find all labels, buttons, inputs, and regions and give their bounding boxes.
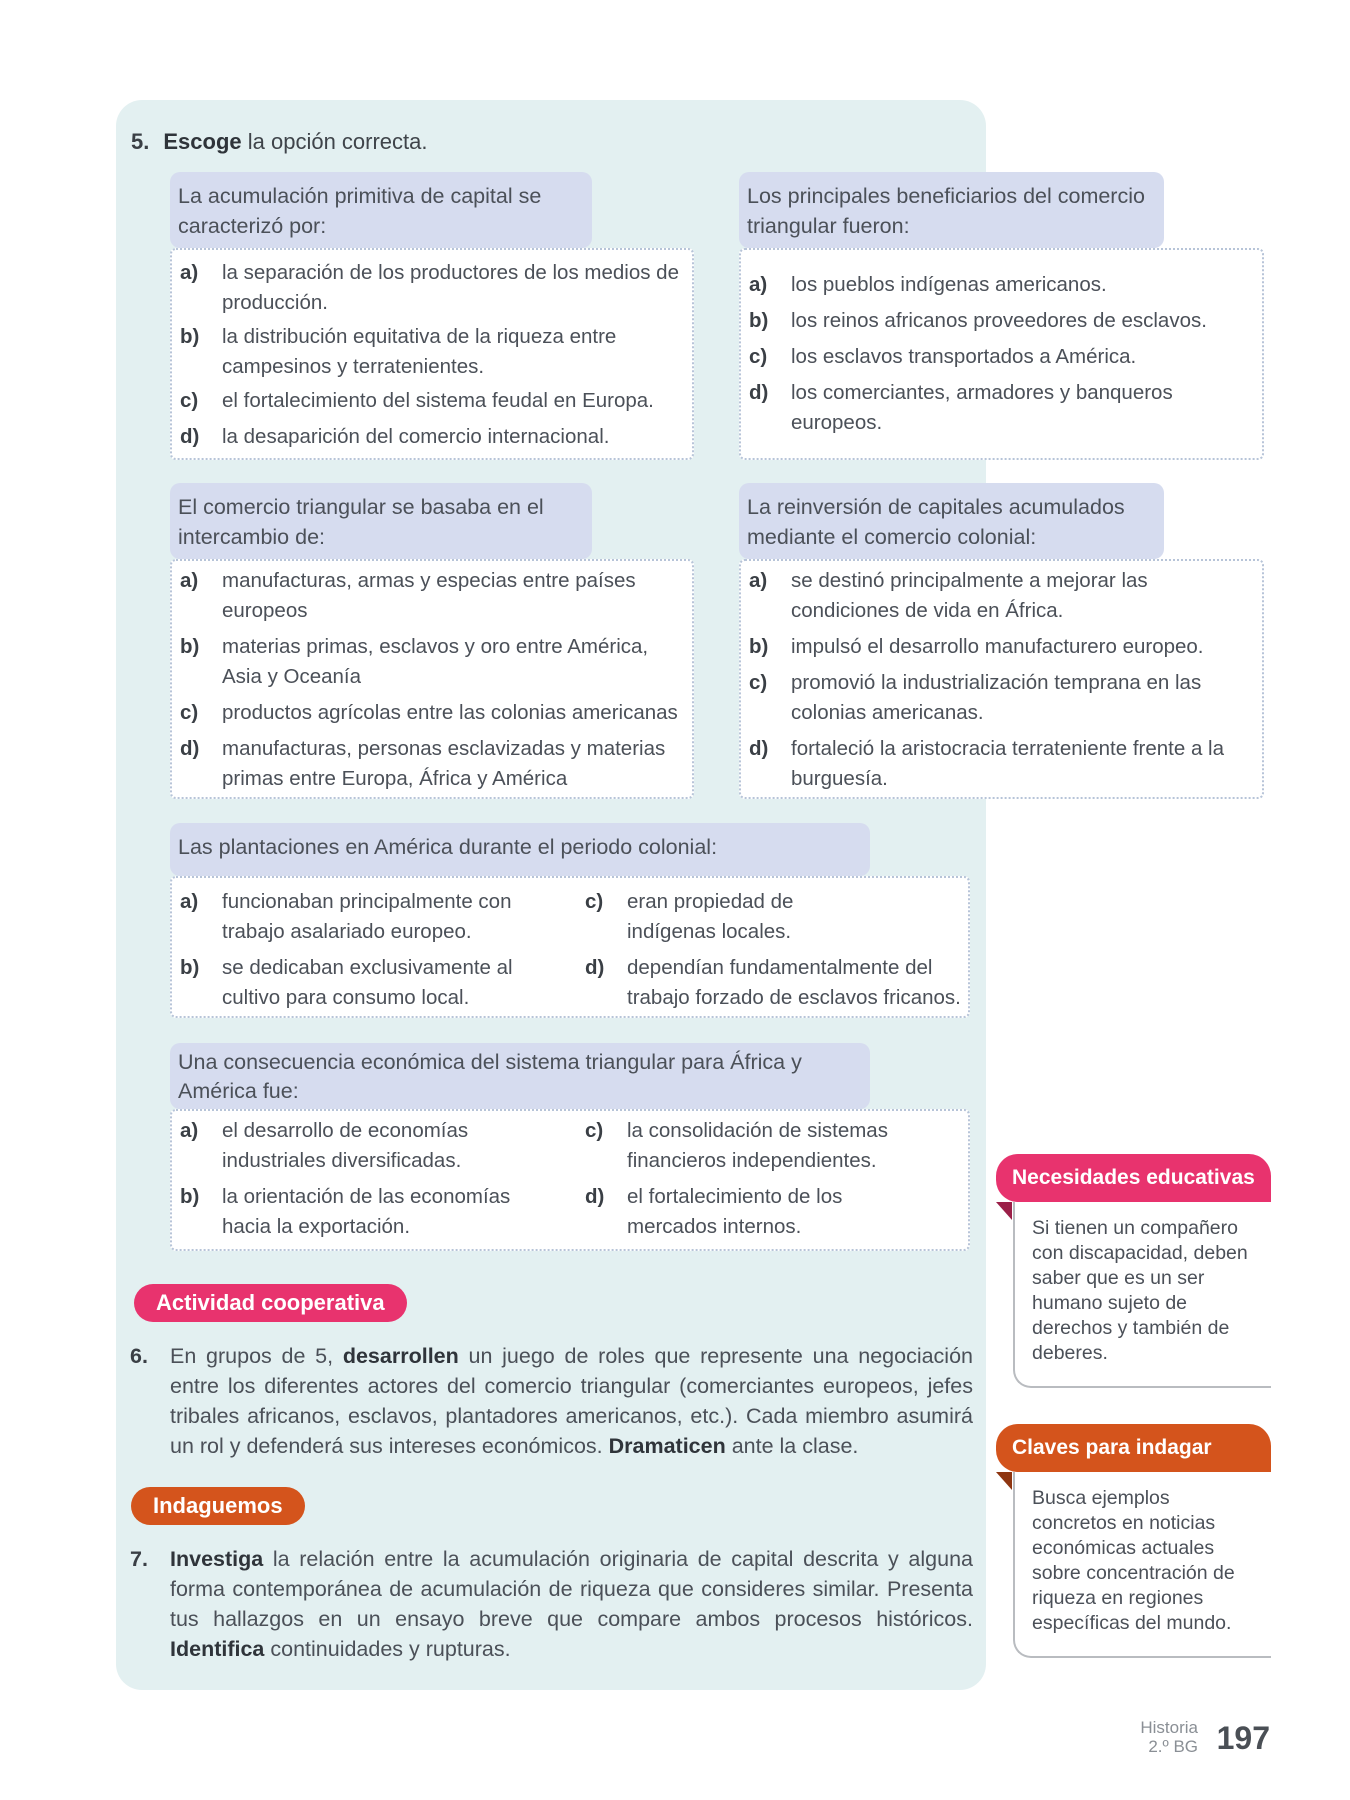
option-letter: d) xyxy=(180,425,200,448)
options-box xyxy=(739,559,1264,799)
question-stem: Las plantaciones en América durante el periodo colonial: xyxy=(170,823,870,876)
option-a[interactable] xyxy=(180,258,680,318)
option-b[interactable] xyxy=(180,322,680,382)
option-letter: a) xyxy=(180,261,199,284)
option-text: la consolidación de sistemas financieros independientes. xyxy=(627,1119,888,1172)
option-letter: d) xyxy=(585,956,605,979)
options-box xyxy=(170,876,970,1018)
option-b[interactable] xyxy=(180,1182,540,1242)
option-text: el fortalecimiento del sistema feudal en Europa. xyxy=(222,389,654,412)
option-text: se dedicaban exclusivamente al cultivo para consumo local. xyxy=(222,956,513,1009)
option-text: los esclavos transportados a América. xyxy=(791,345,1137,368)
question-stem: La reinversión de capitales acumulados mediante el comercio colonial: xyxy=(739,483,1164,559)
question-6 xyxy=(130,1341,973,1461)
option-c[interactable] xyxy=(749,668,1249,728)
option-text: fortaleció la aristocracia terrateniente frente a la burguesía. xyxy=(791,737,1225,790)
option-text: productos agrícolas entre las colonias americanas xyxy=(222,701,678,724)
question-verb: desarrollen xyxy=(342,1344,459,1368)
option-letter: c) xyxy=(180,389,199,412)
option-letter: d) xyxy=(180,737,200,760)
option-a[interactable] xyxy=(749,270,1249,300)
cooperative-activity-tag: Actividad cooperativa xyxy=(134,1284,407,1322)
option-text: impulsó el desarrollo manufacturero europeo. xyxy=(791,635,1204,658)
option-text: el fortalecimiento de los mercados internos. xyxy=(627,1185,843,1238)
options-box xyxy=(739,248,1264,460)
option-d[interactable] xyxy=(180,734,680,794)
option-letter: d) xyxy=(749,737,769,760)
option-text: la orientación de las economías hacia la exportación. xyxy=(222,1185,511,1238)
option-c[interactable] xyxy=(585,887,885,947)
option-letter: a) xyxy=(180,1119,199,1142)
option-text: se destinó principalmente a mejorar las condiciones de vida en África. xyxy=(791,569,1148,622)
option-b[interactable] xyxy=(749,306,1249,336)
option-letter: c) xyxy=(585,890,604,913)
page-footer xyxy=(1110,1718,1270,1768)
option-letter: b) xyxy=(180,635,200,658)
option-b[interactable] xyxy=(180,953,550,1013)
option-text: el desarrollo de economías industriales diversificadas. xyxy=(222,1119,469,1172)
option-text: dependían fundamentalmente del trabajo forzado de esclavos fricanos. xyxy=(627,956,961,1009)
option-letter: b) xyxy=(749,635,769,658)
research-keys-title: Claves para indagar xyxy=(996,1424,1271,1472)
option-b[interactable] xyxy=(180,632,690,692)
option-text: la separación de los productores de los medios de producción. xyxy=(222,261,679,314)
question-verb: Dramaticen xyxy=(608,1434,726,1458)
subject-label: Historia xyxy=(1140,1718,1198,1737)
option-letter: b) xyxy=(180,325,200,348)
option-letter: a) xyxy=(749,273,768,296)
option-letter: a) xyxy=(180,890,199,913)
question-number: 7. xyxy=(130,1547,148,1571)
callout-notch xyxy=(996,1202,1012,1220)
callout-notch xyxy=(996,1472,1012,1490)
educational-needs-body: Si tienen un compañero con discapacidad, deben saber que es un ser humano sujeto de derechos y también de deberes. xyxy=(1013,1202,1271,1388)
option-text: los reinos africanos proveedores de esclavos. xyxy=(791,309,1207,332)
question-text: En grupos de 5, xyxy=(170,1344,343,1368)
option-text: manufacturas, armas y especias entre países europeos xyxy=(222,569,636,622)
question-text: continuidades y rupturas. xyxy=(264,1637,511,1661)
option-letter: c) xyxy=(180,701,199,724)
option-c[interactable] xyxy=(749,342,1249,372)
question-stem: La acumulación primitiva de capital se caracterizó por: xyxy=(170,172,592,248)
question-7 xyxy=(130,1544,973,1664)
options-box xyxy=(170,559,694,799)
option-letter: c) xyxy=(585,1119,604,1142)
option-text: los pueblos indígenas americanos. xyxy=(791,273,1107,296)
question-number: 5. xyxy=(131,129,150,154)
option-text: promovió la industrialización temprana en las colonias americanas. xyxy=(791,671,1202,724)
question-verb: Investiga xyxy=(170,1547,264,1571)
question-verb: Identifica xyxy=(170,1637,265,1661)
option-d[interactable] xyxy=(585,1182,930,1242)
option-text: materias primas, esclavos y oro entre América, Asia y Oceanía xyxy=(222,635,649,688)
question-number: 6. xyxy=(130,1344,148,1368)
option-a[interactable] xyxy=(180,887,550,947)
option-c[interactable] xyxy=(180,386,680,416)
option-letter: c) xyxy=(749,345,768,368)
question-instruction: la opción correcta. xyxy=(241,129,428,154)
educational-needs-title: Necesidades educativas xyxy=(996,1154,1271,1202)
question-5-heading xyxy=(131,129,428,155)
question-stem: Los principales beneficiarios del comercio triangular fueron: xyxy=(739,172,1164,248)
option-text: funcionaban principalmente con trabajo asalariado europeo. xyxy=(222,890,512,943)
option-text: la desaparición del comercio internacional. xyxy=(222,425,610,448)
option-text: la distribución equitativa de la riqueza entre campesinos y terratenientes. xyxy=(222,325,617,378)
option-letter: b) xyxy=(180,1185,200,1208)
option-a[interactable] xyxy=(749,566,1199,626)
option-text: eran propiedad de indígenas locales. xyxy=(627,890,794,943)
question-stem: Una consecuencia económica del sistema triangular para África y América fue: xyxy=(170,1043,870,1109)
option-c[interactable] xyxy=(585,1116,895,1176)
question-stem: El comercio triangular se basaba en el intercambio de: xyxy=(170,483,592,559)
options-box xyxy=(170,1109,970,1251)
page-number: 197 xyxy=(1216,1720,1270,1756)
option-a[interactable] xyxy=(180,1116,540,1176)
option-d[interactable] xyxy=(180,422,680,452)
option-letter: d) xyxy=(585,1185,605,1208)
research-keys-body: Busca ejemplos concretos en noticias económicas actuales sobre concentración de riqueza en regiones específicas del mundo. xyxy=(1013,1472,1271,1658)
option-letter: a) xyxy=(749,569,768,592)
option-d[interactable] xyxy=(585,953,970,1013)
option-text: manufacturas, personas esclavizadas y materias primas entre Europa, África y América xyxy=(222,737,666,790)
options-box xyxy=(170,248,694,460)
option-letter: c) xyxy=(749,671,768,694)
option-letter: b) xyxy=(180,956,200,979)
question-text: la relación entre la acumulación originaria de capital descrita y alguna forma contemporánea de acumulación de riqueza que consideres similar. Presenta tus hallazgos en un ensayo breve que compare ambos procesos históricos. xyxy=(170,1547,973,1631)
option-letter: b) xyxy=(749,309,769,332)
question-text: un juego de roles que represente una negociación entre los diferentes actores del comercio triangular (comerciantes europeos, jefes tribales africanos, esclavos, plantadores americanos, etc.). Cada miembro asumirá un rol y defenderá sus intereses económicos. xyxy=(170,1344,973,1458)
question-text: ante la clase. xyxy=(725,1434,859,1458)
indaguemos-tag: Indaguemos xyxy=(131,1487,305,1525)
grade-label: 2.º BG xyxy=(1148,1737,1198,1756)
option-d[interactable] xyxy=(749,378,1189,438)
option-b[interactable] xyxy=(749,632,1249,662)
option-letter: a) xyxy=(180,569,199,592)
option-letter: d) xyxy=(749,381,769,404)
option-text: los comerciantes, armadores y banqueros europeos. xyxy=(791,381,1173,434)
option-d[interactable] xyxy=(749,734,1249,794)
question-verb: Escoge xyxy=(163,129,242,154)
option-a[interactable] xyxy=(180,566,640,626)
option-c[interactable] xyxy=(180,698,690,728)
